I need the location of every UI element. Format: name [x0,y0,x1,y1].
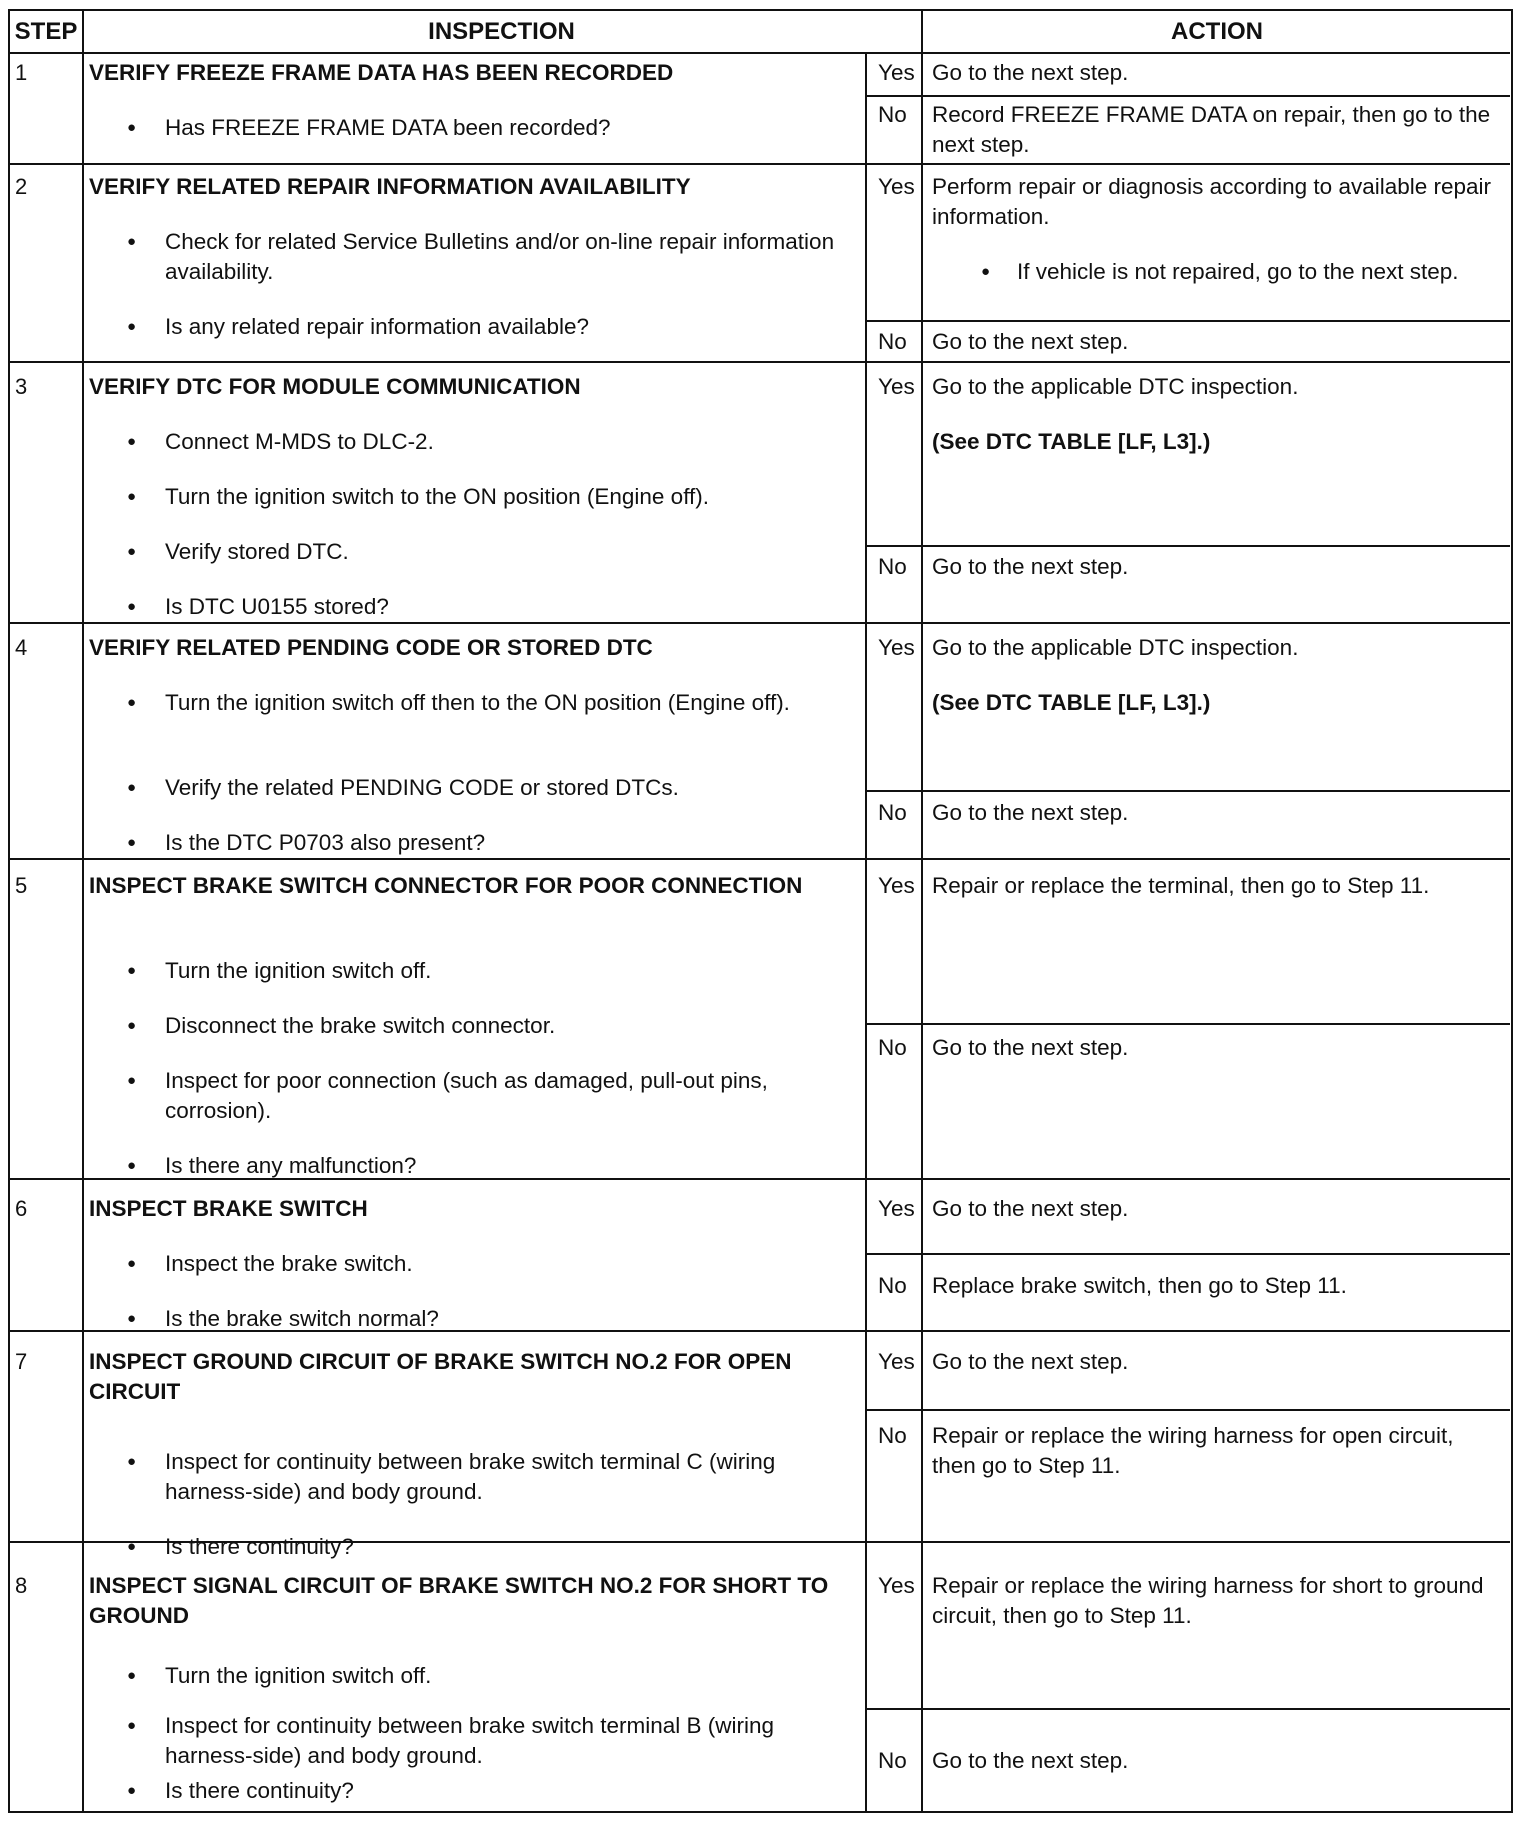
yes-action-sub-bullet: ● If vehicle is not repaired, go to the next step. [1017,257,1497,287]
yes-label: Yes [878,873,915,898]
inspection-bullet: ● Inspect for continuity between brake switch terminal C (wiring harness-side) and body ground. [165,1447,865,1507]
inspection-bullet: ● Turn the ignition switch off. [165,1661,865,1691]
yes-action: Go to the next step. [932,1196,1129,1221]
row-divider [10,163,1510,165]
no-action: Go to the next step. [932,554,1129,579]
no-action: Replace brake switch, then go to Step 11. [932,1273,1347,1298]
inspection-bullet: ● Turn the ignition switch to the ON position (Engine off). [165,482,865,512]
step-title: INSPECT BRAKE SWITCH [89,1196,368,1221]
yes-no-divider [866,1708,1510,1710]
yes-no-divider [866,790,1510,792]
inspection-bullet: ● Verify the related PENDING CODE or stored DTCs. [165,773,865,803]
inspection-bullet: ● Is there any malfunction? [165,1151,865,1181]
no-label: No [878,1423,907,1448]
inspection-bullet: ● Is there continuity? [165,1776,865,1806]
no-label: No [878,329,907,354]
step-title: INSPECT BRAKE SWITCH CONNECTOR FOR POOR CONNECTION [89,873,803,898]
yes-action: Go to the applicable DTC inspection. [932,374,1299,399]
row-divider [10,361,1510,363]
step-number: 6 [15,1196,28,1221]
step-title: VERIFY RELATED REPAIR INFORMATION AVAILABILITY [89,174,691,199]
header-divider [10,52,1510,54]
no-action: Go to the next step. [932,329,1129,354]
inspection-bullet: ● Turn the ignition switch off then to the ON position (Engine off). [165,688,865,718]
inspection-bullet: ● Verify stored DTC. [165,537,865,567]
no-action: Go to the next step. [932,1748,1129,1773]
no-label: No [878,554,907,579]
step-number: 8 [15,1573,28,1598]
yes-label: Yes [878,60,915,85]
yes-no-divider [866,320,1510,322]
step-title: INSPECT SIGNAL CIRCUIT OF BRAKE SWITCH NO.2 FOR SHORT TO GROUND [89,1573,829,1628]
inspection-bullet: ● Inspect for continuity between brake switch terminal B (wiring harness-side) and body ground. [165,1711,865,1771]
diagnostic-table [8,9,1513,1813]
yes-label: Yes [878,174,915,199]
no-action: Repair or replace the wiring harness for open circuit, then go to Step 11. [932,1423,1454,1478]
no-action: Go to the next step. [932,800,1129,825]
no-label: No [878,102,907,127]
yes-action: Go to the next step. [932,60,1129,85]
yes-action: Go to the next step. [932,1349,1129,1374]
inspection-bullet: ● Check for related Service Bulletins and/or on-line repair information availability. [165,227,865,287]
yes-label: Yes [878,374,915,399]
yes-action: Repair or replace the wiring harness for short to ground circuit, then go to Step 11. [932,1573,1484,1628]
header-inspection: INSPECTION [428,18,575,45]
step-title: VERIFY FREEZE FRAME DATA HAS BEEN RECORDED [89,60,674,85]
inspection-bullet: ● Has FREEZE FRAME DATA been recorded? [165,113,865,143]
inspection-bullet: ● Turn the ignition switch off. [165,956,865,986]
column-divider-inspection [865,53,867,1811]
inspection-bullet: ● Disconnect the brake switch connector. [165,1011,865,1041]
no-label: No [878,1273,907,1298]
yes-label: Yes [878,1196,915,1221]
inspection-bullet: ● Is DTC U0155 stored? [165,592,865,622]
no-action: Go to the next step. [932,1035,1129,1060]
yes-action-reference: (See DTC TABLE [LF, L3].) [932,690,1211,715]
header-action: ACTION [1171,18,1263,45]
step-number: 1 [15,60,28,85]
yes-label: Yes [878,1573,915,1598]
yes-no-divider [866,545,1510,547]
inspection-bullet: ● Is the brake switch normal? [165,1304,865,1334]
inspection-bullet: ● Inspect for poor connection (such as damaged, pull-out pins, corrosion). [165,1066,865,1126]
no-label: No [878,800,907,825]
yes-action: Go to the applicable DTC inspection. [932,635,1299,660]
step-number: 5 [15,873,28,898]
inspection-bullet: ● Connect M-MDS to DLC-2. [165,427,865,457]
step-number: 4 [15,635,28,660]
inspection-bullet: ● Is any related repair information available? [165,312,865,342]
inspection-bullet: ● Is the DTC P0703 also present? [165,828,865,858]
no-action: Record FREEZE FRAME DATA on repair, then go to the next step. [932,102,1491,157]
step-title: VERIFY DTC FOR MODULE COMMUNICATION [89,374,581,399]
yes-no-divider [866,1409,1510,1411]
step-number: 3 [15,374,28,399]
yes-label: Yes [878,1349,915,1374]
no-label: No [878,1748,907,1773]
row-divider [10,858,1510,860]
header-step: STEP [14,18,78,45]
step-number: 7 [15,1349,28,1374]
yes-action: Repair or replace the terminal, then go to Step 11. [932,873,1430,898]
yes-label: Yes [878,635,915,660]
yes-action-reference: (See DTC TABLE [LF, L3].) [932,429,1211,454]
row-divider [10,622,1510,624]
no-label: No [878,1035,907,1060]
yes-no-divider [866,1253,1510,1255]
yes-no-divider [866,1023,1510,1025]
inspection-bullet: ● Inspect the brake switch. [165,1249,865,1279]
step-title: INSPECT GROUND CIRCUIT OF BRAKE SWITCH NO.2 FOR OPEN CIRCUIT [89,1349,792,1404]
inspection-bullet: ● Is there continuity? [165,1532,865,1562]
step-title: VERIFY RELATED PENDING CODE OR STORED DTC [89,635,653,660]
yes-no-divider [866,95,1510,97]
yes-action: Perform repair or diagnosis according to available repair information. [932,174,1492,229]
step-number: 2 [15,174,28,199]
